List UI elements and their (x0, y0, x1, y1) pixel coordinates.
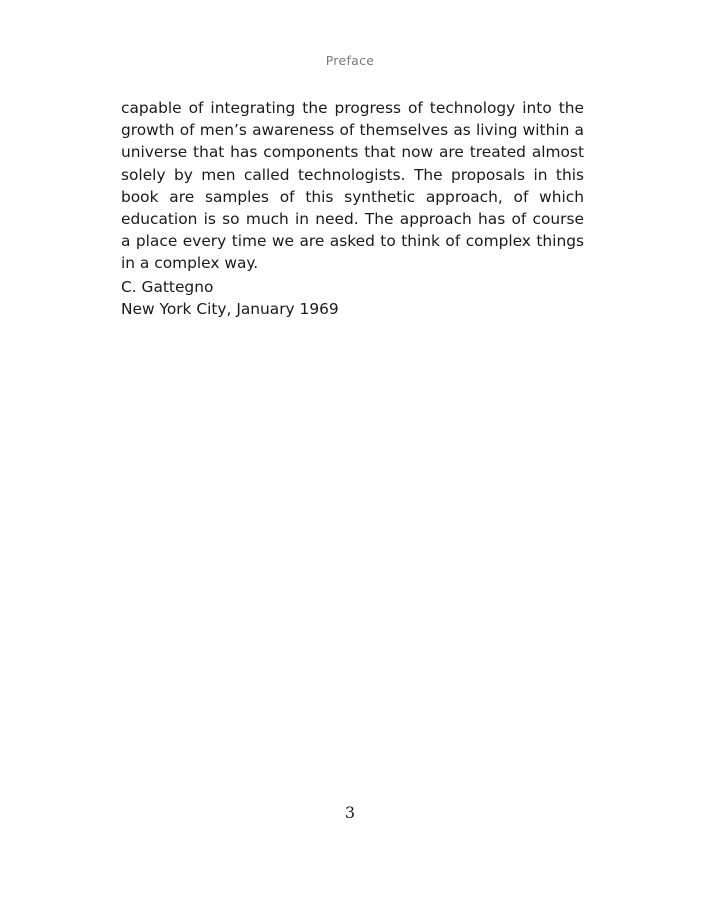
page-number: 3 (344, 803, 356, 822)
author-name: C. Gattegno (121, 278, 214, 296)
running-header: Preface (325, 53, 375, 68)
place-and-date: New York City, January 1969 (121, 300, 339, 319)
signature-block (121, 276, 584, 320)
body-paragraph: capable of integrating the progress of technology into the growth of men’s awareness of themselves as living within a universe that has components that now are treated almost solely by men called technologists. The proposals in this book are samples of this synthetic approach, of which education is so much in need. The approach has of course a place every time we are asked to think of complex things in a complex way. (121, 99, 584, 273)
